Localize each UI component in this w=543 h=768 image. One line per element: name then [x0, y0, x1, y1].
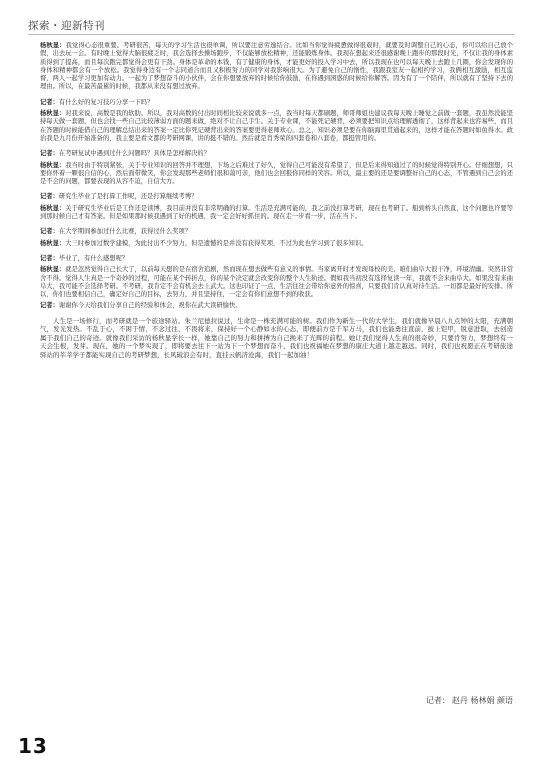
qa-paragraph: [40, 228, 513, 236]
qa-paragraph: [40, 266, 513, 299]
qa-paragraph: [40, 162, 513, 187]
qa-text: 在大学期间参加过什么比赛，获得过什么奖项？: [58, 228, 192, 236]
closing-paragraph: 人生是一场修行，而考研就是一个旅途驿站。朱兰尼德拉说过，生命是一株充满可能的树。我们作为新生一代的大学生，我们就像早晨八九点钟的太阳，充满朝气，发光发热。不乱于心，不困于情，不念过往，不畏将来，保持好一个心静如水的心态，即便前方是千军万马，我们也能勇往直前，披上铠甲，锐意进取，去创造属于我们自己的奇迹。就像我们采访的杨秋显学长一样，她靠自己的努力和拼搏为自己换来了光辉的前程。她让我们觉得人生真的很奇妙，只要肯努力，梦想终有一天会生根，发芽。现在，她的一个梦实现了，即将要去往下一站为下一个梦想而奋斗，我们也祝福她在梦想的康庄大道上越走越远。同时，我们也祝愿正在考研旅途驿站的莘莘学子都能实现自己的考研梦想，长风破浪会有时，直挂云帆济沧海，我们一起加油！: [40, 316, 513, 359]
byline-names: 赵丹 杨林娟 颜语: [451, 696, 513, 705]
reporter-byline: [426, 695, 513, 706]
qa-text: 大三时参加过数学建模，为此付出不少努力，但是遗憾的是并没有获得奖项，不过为此也学习到了很多知识。: [65, 239, 368, 247]
header-divider: [28, 34, 515, 35]
qa-paragraph: [40, 42, 513, 92]
article-body: [40, 42, 513, 700]
interview-qa-list: [40, 42, 513, 311]
qa-paragraph: [40, 255, 513, 263]
speaker-label: 杨秋显：: [40, 161, 66, 169]
qa-paragraph: [40, 302, 513, 310]
qa-paragraph: [40, 193, 513, 201]
speaker-label: 杨秋显：: [40, 204, 66, 212]
qa-paragraph: [40, 99, 513, 107]
qa-text: 关于研究生毕业后是工作还是读博，我目前并没有非常明确的打算。生活是充满可能的，我之前没打算考研，现在也考研了。船到桥头自然直，这个问题也许要等到那时候自己才有答案。但是如果那时候我遇到了好的机遇，我一定会好好抓住的。现在走一步看一步，活在当下。: [40, 204, 513, 221]
speaker-label: 记者：: [40, 193, 59, 201]
qa-text: 研究生毕业了是打算工作呢，还是打算继续考博？: [58, 193, 198, 201]
qa-text: 对我来说，高数是我的软肋。所以，我对高数的付出时间相比较来说就多一点，我当时每天都刷题，师哥师姐也建议我每天晚上睡觉之前做一套题，我虽然没能坚持每天做一套题，但也会找一些自己比较薄弱方面的题来做，绝对不让自己手生。关于专业课，不能死记硬背，必须要把知识点给理解透彻了，这样背起来也容易些，而且在答题的时候能借自己的理解总结出来的答案一定比你死记硬背出来的答案要更得老师欢心。总之，知识必须是要在你脑海里贯通起来的，这样才能在答题时如鱼得水。政治我是九月份开始准备的，我主要是看文都的考研网课，讲的挺不错的。然后就是肖秀荣的四套卷和八套卷，都挺管用的。: [40, 110, 513, 142]
running-header: 探索・迎新特刊: [28, 20, 105, 32]
byline-label: 记者：: [425, 696, 450, 705]
qa-paragraph: [40, 240, 513, 248]
qa-text: 有什么好的复习技巧分享一下吗？: [58, 98, 154, 106]
speaker-label: 记者：: [40, 150, 59, 158]
qa-text: 我当时由于特别紧张，关于专业知识的回答并不理想，下场之后难过了好久，觉得自己可能没有希望了，但是后来得知通过了的时候觉得特别开心。仔细想想，只要你怀着一颗很自信的心，然后面带微笑，你会发现那些老师们很和蔼可亲，他们也会回报你同样的笑容。所以，最主要的还是要调整好自己的心态，不管遇到自己会的还是不会的问题，都要表现的从容不迫，自信大方。: [40, 161, 513, 186]
speaker-label: 杨秋显：: [40, 42, 66, 49]
speaker-label: 杨秋显：: [40, 110, 66, 118]
qa-paragraph: [40, 150, 513, 158]
speaker-label: 记者：: [40, 254, 59, 262]
qa-text: 就是忽然觉得自己长大了，以前每天想的是在宿舍追剧，然而现在想去做些有意义的事情。当家离开时才发现母校的美，咱们曲阜大很干净，环境清幽。突然非常舍不得。觉得人生真是一个奇妙的过程，可能在某个转折点，你的某个决定就会改变你的整个人生轨迹。假如我当初没有选择复读一年，我就不会来曲阜大。如果没有来曲阜大，我可能不会选择考研。不考研，我肯定不会有机会去上武大。这也印证了一点，生活往往会带给你意外的惊喜，只要我们肯认真对待生活。一切都是最好的安排。所以，你们也要相信自己，确定好自己的目标，去努力，并且坚持住，一定会有你们意想不到的收获。: [40, 266, 513, 299]
speaker-label: 杨秋显：: [40, 239, 66, 247]
speaker-label: 记者：: [40, 228, 59, 236]
speaker-label: 杨秋显：: [40, 266, 66, 274]
qa-text: 在考研复试中遇到过什么问题吗？具体是怎样解决的？: [58, 150, 211, 158]
qa-paragraph: [40, 110, 513, 143]
qa-text: 毕业了，有什么感想呢？: [58, 254, 129, 262]
speaker-label: 记者：: [40, 98, 59, 106]
qa-text: 谢谢你今天给我们分享自己的经验和体会，祝你在武大读研愉快。: [58, 302, 242, 310]
page-number: 13: [18, 734, 48, 758]
qa-text: 我觉得心态很重要。考研很苦，每天的学习生活也很单调，所以要注意劳逸结合。比如当你觉得疲惫做得很艰时，就要及时调整自己的心态，你可以给自己放个假，出去玩一会。有时晚上觉得大脑很疲乏时，我会选择去操场跑步，不仅能够放松精神，还能锻炼身体。我现在想起来还很感谢晚上跑步的那段时光，不仅让我的身体素质得到了提高，而且每次跑完都觉得会更有干劲。身体是革命的本钱，有了健康的身体，才能更好的投入学习中去，所以我现在也可以每天晚上去跑上几圈，你会发现你的身体和精神都会有一个放松。我觉得身边有一个志同道合而且又积极努力的同学对我影响很大。为了避免自己的惰性，我跟我室友一起相约学习，我俩相互激励，相互监督，两人一起学习更加有动力。一起为了梦想奋斗的小伙伴，会在你想要放弃的时候给你鼓励，在你遇到困惑的时候给你解答。因为有了一个陪伴，所以就有了坚持下去的理由。所以，在最苦最累的时候，我都从来没有想过放弃。: [40, 42, 513, 91]
qa-paragraph: [40, 205, 513, 222]
speaker-label: 记者：: [40, 302, 59, 310]
